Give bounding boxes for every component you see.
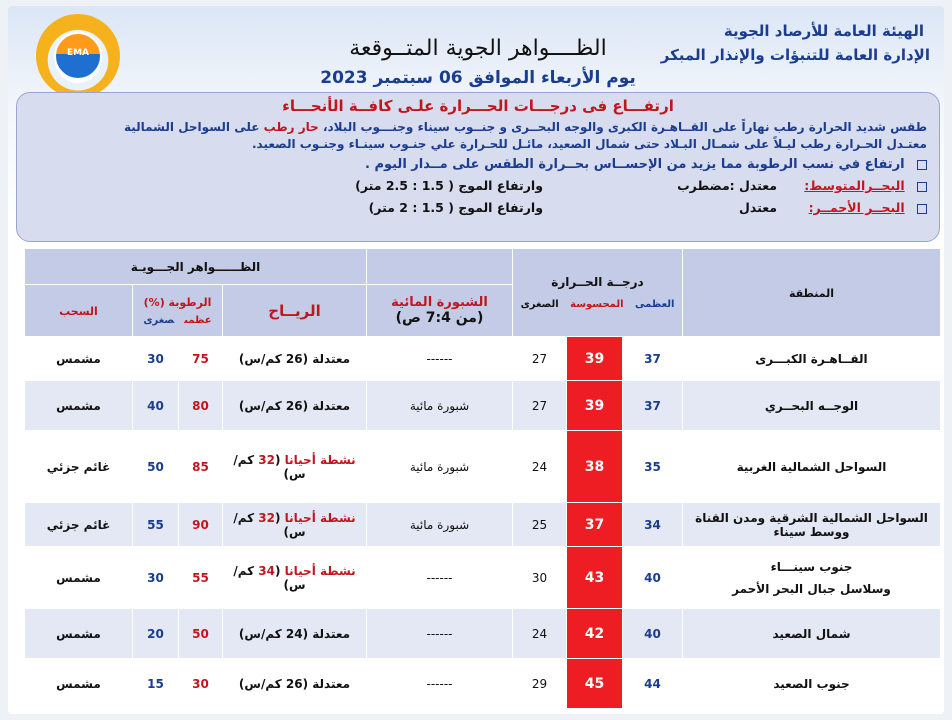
para1-c: على السواحل الشمالية [123, 120, 260, 134]
cell-hum-min: 30 [133, 337, 179, 381]
cell-temp-max: 35 [623, 431, 683, 503]
hdr-wind: الريــاح [223, 285, 367, 337]
cell-wind: نشطة أحيانا (32 كم/س) [223, 503, 367, 547]
sea-red-row [29, 200, 927, 222]
cell-region: شمال الصعيد [683, 609, 941, 659]
cell-wind: نشطة أحيانا (34 كم/س) [223, 547, 367, 609]
table-row [25, 503, 941, 547]
checkbox-icon [917, 182, 927, 192]
cell-region: جنوب سينـــاء وسلاسل جبال البحر الأحمر [683, 547, 941, 609]
cell-temp-max: 44 [623, 659, 683, 709]
cell-clouds: مشمس [25, 337, 133, 381]
cell-mist: ------ [367, 337, 513, 381]
cell-region: السواحل الشمالية الغربية [683, 431, 941, 503]
hdr-region: المنطقة [683, 249, 941, 337]
summary-box [16, 92, 940, 242]
cell-hum-max: 80 [179, 381, 223, 431]
table-row [25, 659, 941, 709]
cell-hum-max: 50 [179, 609, 223, 659]
cell-mist: شبورة مائية [367, 431, 513, 503]
hdr-temperature: درجــة الحــرارة العظمى المحسوسة الصغرى [513, 249, 683, 337]
cell-temp-feel: 39 [567, 381, 623, 431]
para1-b: حار رطب [263, 120, 319, 134]
summary-para2: معتـدل الحـرارة رطب ليـلاً على شمـال البـلاد حتى شمال الصعيد، مائـل للحـرارة علي جنـوب سينـاء وجنـوب الصعيد. [252, 137, 927, 151]
cell-region: الوجــه البحــري [683, 381, 941, 431]
cell-temp-min: 27 [513, 337, 567, 381]
table-row [25, 337, 941, 381]
cell-temp-max: 34 [623, 503, 683, 547]
cell-hum-min: 15 [133, 659, 179, 709]
cell-wind: معتدلة (26 كم/س) [223, 337, 367, 381]
cell-temp-min: 24 [513, 609, 567, 659]
cell-temp-feel: 37 [567, 503, 623, 547]
cell-temp-min: 25 [513, 503, 567, 547]
cell-region: القــاهـرة الكبـــرى [683, 337, 941, 381]
cell-region: جنوب الصعيد [683, 659, 941, 709]
cell-mist: ------ [367, 609, 513, 659]
cell-hum-min: 55 [133, 503, 179, 547]
cell-hum-min: 40 [133, 381, 179, 431]
forecast-table [24, 248, 941, 709]
table-row [25, 609, 941, 659]
hdr-phenomena: الظــــــواهر الجـــويـة [25, 249, 367, 285]
cell-clouds: مشمس [25, 381, 133, 431]
cell-temp-max: 37 [623, 381, 683, 431]
sea-red-state: معتدل [739, 200, 777, 215]
cell-temp-min: 24 [513, 431, 567, 503]
cell-hum-max: 55 [179, 547, 223, 609]
forecast-date: يوم الأربعاء الموافق 06 سبتمبر 2023 [320, 68, 636, 88]
para1-a: طقس شديد الحرارة رطب نهاراً على القــاهـرة الكبرى والوجه البحــرى و جنــوب سيناء وجنـــوب البلاد، [322, 120, 927, 134]
sea-red-waves: وارتفاع الموج ( 1.5 : 2 متر) [368, 200, 543, 215]
cell-clouds: غائم جزئي [25, 431, 133, 503]
cell-clouds: مشمس [25, 547, 133, 609]
cell-clouds: غائم جزئي [25, 503, 133, 547]
cell-wind: معتدلة (26 كم/س) [223, 659, 367, 709]
hdr-empty [367, 249, 513, 285]
cell-wind: معتدلة (24 كم/س) [223, 609, 367, 659]
summary-para1 [29, 119, 927, 136]
org-department: الإدارة العامة للتنبؤات والإنذار المبكر [660, 46, 930, 64]
cell-temp-min: 30 [513, 547, 567, 609]
sea-med-waves: وارتفاع الموج ( 1.5 : 2.5 متر) [355, 178, 543, 193]
cell-temp-max: 37 [623, 337, 683, 381]
cell-clouds: مشمس [25, 659, 133, 709]
cell-wind: معتدلة (26 كم/س) [223, 381, 367, 431]
cell-mist: ------ [367, 659, 513, 709]
checkbox-icon [917, 204, 927, 214]
cell-temp-min: 27 [513, 381, 567, 431]
cell-temp-feel: 43 [567, 547, 623, 609]
cell-temp-feel: 42 [567, 609, 623, 659]
hdr-humidity: الرطوبة (%) عظمىصغرى [133, 285, 223, 337]
cell-region: السواحل الشمالية الشرقية ومدن القناة ووسط سيناء [683, 503, 941, 547]
cell-temp-max: 40 [623, 547, 683, 609]
page-title: الظــــواهر الجوية المتــوقعة [349, 36, 607, 61]
cell-temp-max: 40 [623, 609, 683, 659]
cell-temp-feel: 45 [567, 659, 623, 709]
cell-temp-feel: 39 [567, 337, 623, 381]
table-row [25, 431, 941, 503]
cell-mist: شبورة مائية [367, 381, 513, 431]
table-row [25, 381, 941, 431]
cell-hum-min: 20 [133, 609, 179, 659]
bullet1-text: ارتفاع في نسب الرطوبة مما يزيد من الإحســاس بحــرارة الطقس على مــدار اليوم . [364, 157, 905, 172]
cell-mist: ------ [367, 547, 513, 609]
cell-hum-max: 90 [179, 503, 223, 547]
cell-temp-feel: 38 [567, 431, 623, 503]
ema-logo-icon [36, 14, 120, 98]
table-row [25, 547, 941, 609]
hdr-clouds: السحب [25, 285, 133, 337]
weather-bulletin [8, 6, 944, 714]
checkbox-icon [917, 160, 927, 170]
sea-red-label: البحــر الأحمــر: [808, 200, 905, 215]
logo-text: EMA [66, 48, 90, 58]
cell-mist: شبورة مائية [367, 503, 513, 547]
org-name: الهيئة العامة للأرصاد الجوية [723, 22, 924, 40]
cell-temp-min: 29 [513, 659, 567, 709]
sea-med-state: معتدل :مضطرب [677, 178, 777, 193]
cell-hum-min: 30 [133, 547, 179, 609]
cell-hum-max: 75 [179, 337, 223, 381]
cell-hum-max: 85 [179, 431, 223, 503]
sea-med-row [29, 178, 927, 200]
hdr-mist: الشبورة المائية (من 7:4 ص) [367, 285, 513, 337]
summary-headline: ارتفـــاع فى درجـــات الحـــرارة علـى كافــة الأنحـــاء [282, 97, 674, 115]
cell-clouds: مشمس [25, 609, 133, 659]
sea-med-label: البحــرالمتوسط: [804, 178, 905, 193]
cell-wind: نشطة أحيانا (32 كم/س) [223, 431, 367, 503]
cell-hum-min: 50 [133, 431, 179, 503]
cell-hum-max: 30 [179, 659, 223, 709]
bullet-humidity [29, 156, 927, 178]
